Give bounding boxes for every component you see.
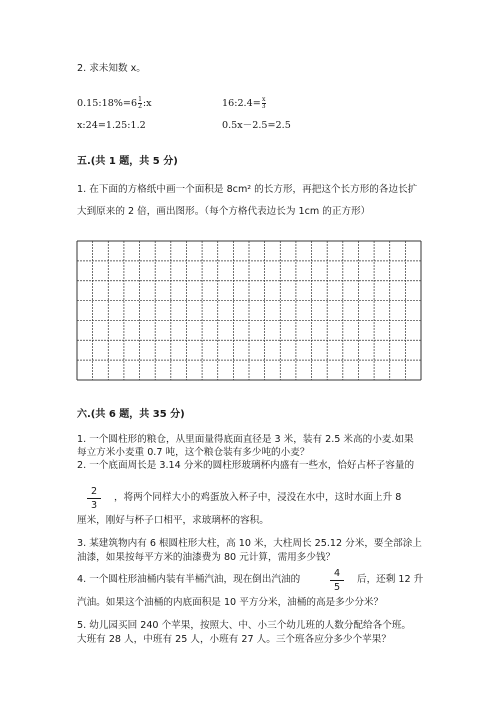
equation-1-right: :x: [142, 98, 152, 109]
section-5-q1-line1: 1. 在下面的方格纸中画一个面积是 8cm² 的长方形，再把这个长方形的各边长扩: [77, 184, 418, 195]
section-6-q4-line1-left: 4. 一个圆柱形油桶内装有半桶汽油，现在倒出汽油的: [77, 574, 301, 585]
fraction-one-half: $\frac{1}{2}$: [138, 96, 142, 110]
section-6-q2-line3: 厘米，刚好与杯子口相平，求玻璃杯的容积。: [77, 515, 269, 526]
section-5-q1-line2: 大到原来的 2 倍，画出图形。（每个方格代表边长为 1cm 的正方形）: [77, 206, 371, 217]
section-5-heading: 五.(共 1 题，共 5 分): [77, 156, 178, 167]
equation-4: 0.5x－2.5=2.5: [222, 120, 291, 131]
section-6-q5-line2: 大班有 28 人，中班有 25 人，小班有 27 人。三个班各应分多少个苹果？: [77, 634, 391, 645]
section-6-q2-line1: 2. 一个底面周长是 3.14 分米的圆柱形玻璃杯内盛有一些水，恰好占杯子容量的: [77, 460, 415, 471]
square-grid-paper[interactable]: [76, 240, 422, 381]
section-6-heading: 六.(共 6 题，共 35 分): [77, 409, 185, 420]
section-6-q1-line1: 1. 一个圆柱形的粮仓，从里面量得底面直径是 3 米，装有 2.5 米高的小麦.如果: [77, 434, 414, 445]
equation-1-left: 0.15:18%=6: [77, 98, 138, 109]
q2-title: 2. 求未知数 x。: [77, 63, 146, 74]
section-6-q3-line1: 3. 某建筑物内有 6 根圆柱形大柱，高 10 米，大柱周长 25.12 分米，要全部涂上: [77, 538, 422, 549]
section-6-q4-line1-right: 后，还剩 12 升: [357, 574, 424, 585]
fraction-x-over-3: $\frac{x}{3}$: [261, 96, 266, 110]
section-6-q2-line2: ，将两个同样大小的鸡蛋放入杯子中，浸没在水中，这时水面上升 8: [114, 492, 402, 503]
equation-2: [222, 97, 267, 110]
section-6-q3-line2: 油漆，如果按每平方米的油漆费为 80 元计算，需用多少钱？: [77, 552, 336, 563]
section-6-q1-line2: 每立方米小麦重 0.7 吨，这个粮仓装有多少吨的小麦？: [77, 447, 310, 458]
fraction-four-fifths: 4 5: [330, 568, 344, 593]
equation-1: [77, 97, 152, 110]
section-6-q4-line2: 汽油。如果这个油桶的内底面积是 10 平方分米，油桶的高是多少分米？: [77, 597, 384, 608]
equation-2-left: 16:2.4=: [222, 98, 261, 109]
section-6-q5-line1: 5. 幼儿园买回 240 个苹果，按照大、中、小三个幼儿班的人数分配给各个班。: [77, 620, 412, 631]
fraction-two-thirds: 2 3: [87, 486, 101, 511]
equation-3: x:24=1.25:1.2: [77, 120, 146, 131]
